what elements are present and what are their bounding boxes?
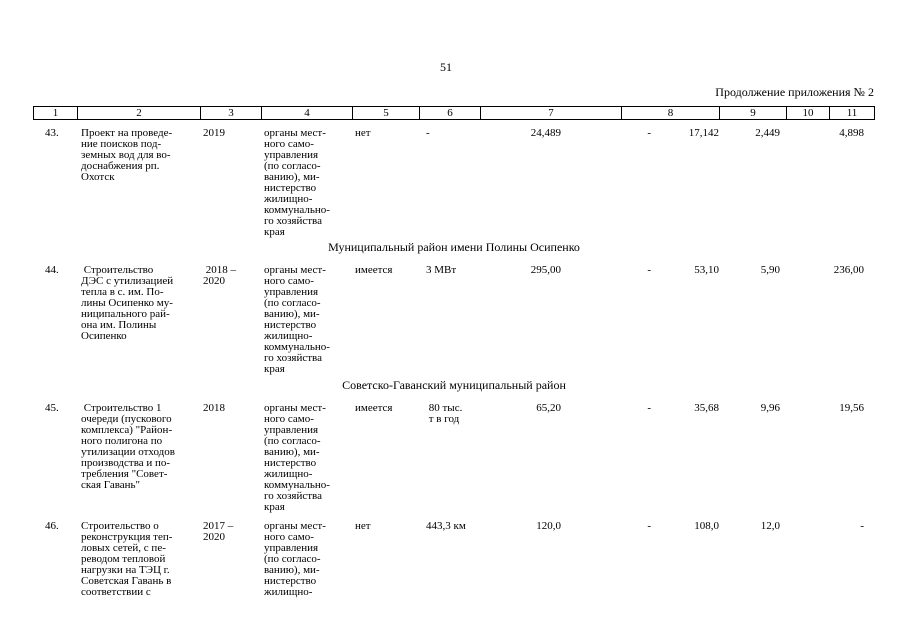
district-heading: Советско-Гаванский муниципальный район (342, 378, 566, 392)
capacity: - (426, 127, 430, 139)
value-col10: 12,0 (760, 520, 780, 532)
project-name: Проект на проведе- ние поисков под- земных вод для во- доснабжения рп. Охотск (81, 127, 173, 183)
row-number: 43. (45, 127, 59, 139)
col-header: 8 (622, 107, 720, 120)
value-col10: 5,90 (760, 264, 780, 276)
continuation-label: Продолжение приложения № 2 (715, 85, 874, 99)
col-header: 2 (78, 107, 201, 120)
value-col9: 35,68 (694, 402, 719, 414)
value-col8: - (647, 264, 651, 276)
availability: нет (355, 520, 371, 532)
col-header: 11 (830, 107, 875, 120)
col-header: 10 (787, 107, 830, 120)
col-header: 1 (34, 107, 78, 120)
capacity: 443,3 км (426, 520, 466, 532)
value-col9: 53,10 (694, 264, 719, 276)
col-header: 4 (262, 107, 353, 120)
project-name: Строительство ДЭС с утилизацией тепла в с. им. По- лины Осипенко му- ниципального рай- она им. Полины Осипенко (81, 264, 174, 342)
responsible-org: органы мест- ного само- управления (по согласо- ванию), ми- нистерство жилищно- коммунально- го хозяйства края (264, 127, 330, 238)
value-col9: 17,142 (688, 127, 719, 139)
value-col11: 4,898 (839, 127, 864, 139)
row-number: 45. (45, 402, 59, 414)
value-col8: - (647, 520, 651, 532)
value-col10: 2,449 (755, 127, 780, 139)
project-years: 2017 – 2020 (203, 520, 234, 543)
availability: нет (355, 127, 371, 139)
col-header: 3 (201, 107, 262, 120)
project-name: Строительство 1 очереди (пускового комплекса) "Район- ного полигона по утилизации отходов производства и по- требления "Совет- ская Гавань" (81, 402, 175, 491)
row-number: 44. (45, 264, 59, 276)
project-name: Строительство о реконструкция теп- ловых сетей, с пе- реводом тепловой нагрузки на ТЭЦ г. Советская Гавань в соответствии с (81, 520, 173, 598)
col-header: 6 (420, 107, 481, 120)
project-years: 2018 – 2020 (203, 264, 236, 287)
value-col11: 19,56 (839, 402, 864, 414)
value-total: 295,00 (530, 264, 561, 276)
district-heading: Муниципальный район имени Полины Осипенко (328, 240, 580, 254)
responsible-org: органы мест- ного само- управления (по согласо- ванию), ми- нистерство жилищно- коммунально- го хозяйства края (264, 264, 330, 375)
col-header: 5 (353, 107, 420, 120)
value-col8: - (647, 127, 651, 139)
value-col11: - (860, 520, 864, 532)
value-col8: - (647, 402, 651, 414)
value-total: 120,0 (536, 520, 561, 532)
value-total: 65,20 (536, 402, 561, 414)
responsible-org: органы мест- ного само- управления (по согласо- ванию), ми- нистерство жилищно- коммунально- го хозяйства края (264, 402, 330, 513)
responsible-org: органы мест- ного само- управления (по согласо- ванию), ми- нистерство жилищно- (264, 520, 326, 598)
project-years: 2018 (203, 402, 225, 414)
page-number: 51 (440, 60, 452, 74)
value-col10: 9,96 (760, 402, 780, 414)
project-years: 2019 (203, 127, 225, 139)
availability: имеется (355, 264, 393, 276)
column-number-header (33, 106, 875, 120)
value-total: 24,489 (530, 127, 561, 139)
capacity: 80 тыс. т в год (428, 402, 463, 425)
col-header: 9 (720, 107, 787, 120)
col-header: 7 (481, 107, 622, 120)
row-number: 46. (45, 520, 59, 532)
value-col11: 236,00 (833, 264, 864, 276)
availability: имеется (355, 402, 393, 414)
capacity: 3 МВт (426, 264, 457, 276)
value-col9: 108,0 (694, 520, 719, 532)
